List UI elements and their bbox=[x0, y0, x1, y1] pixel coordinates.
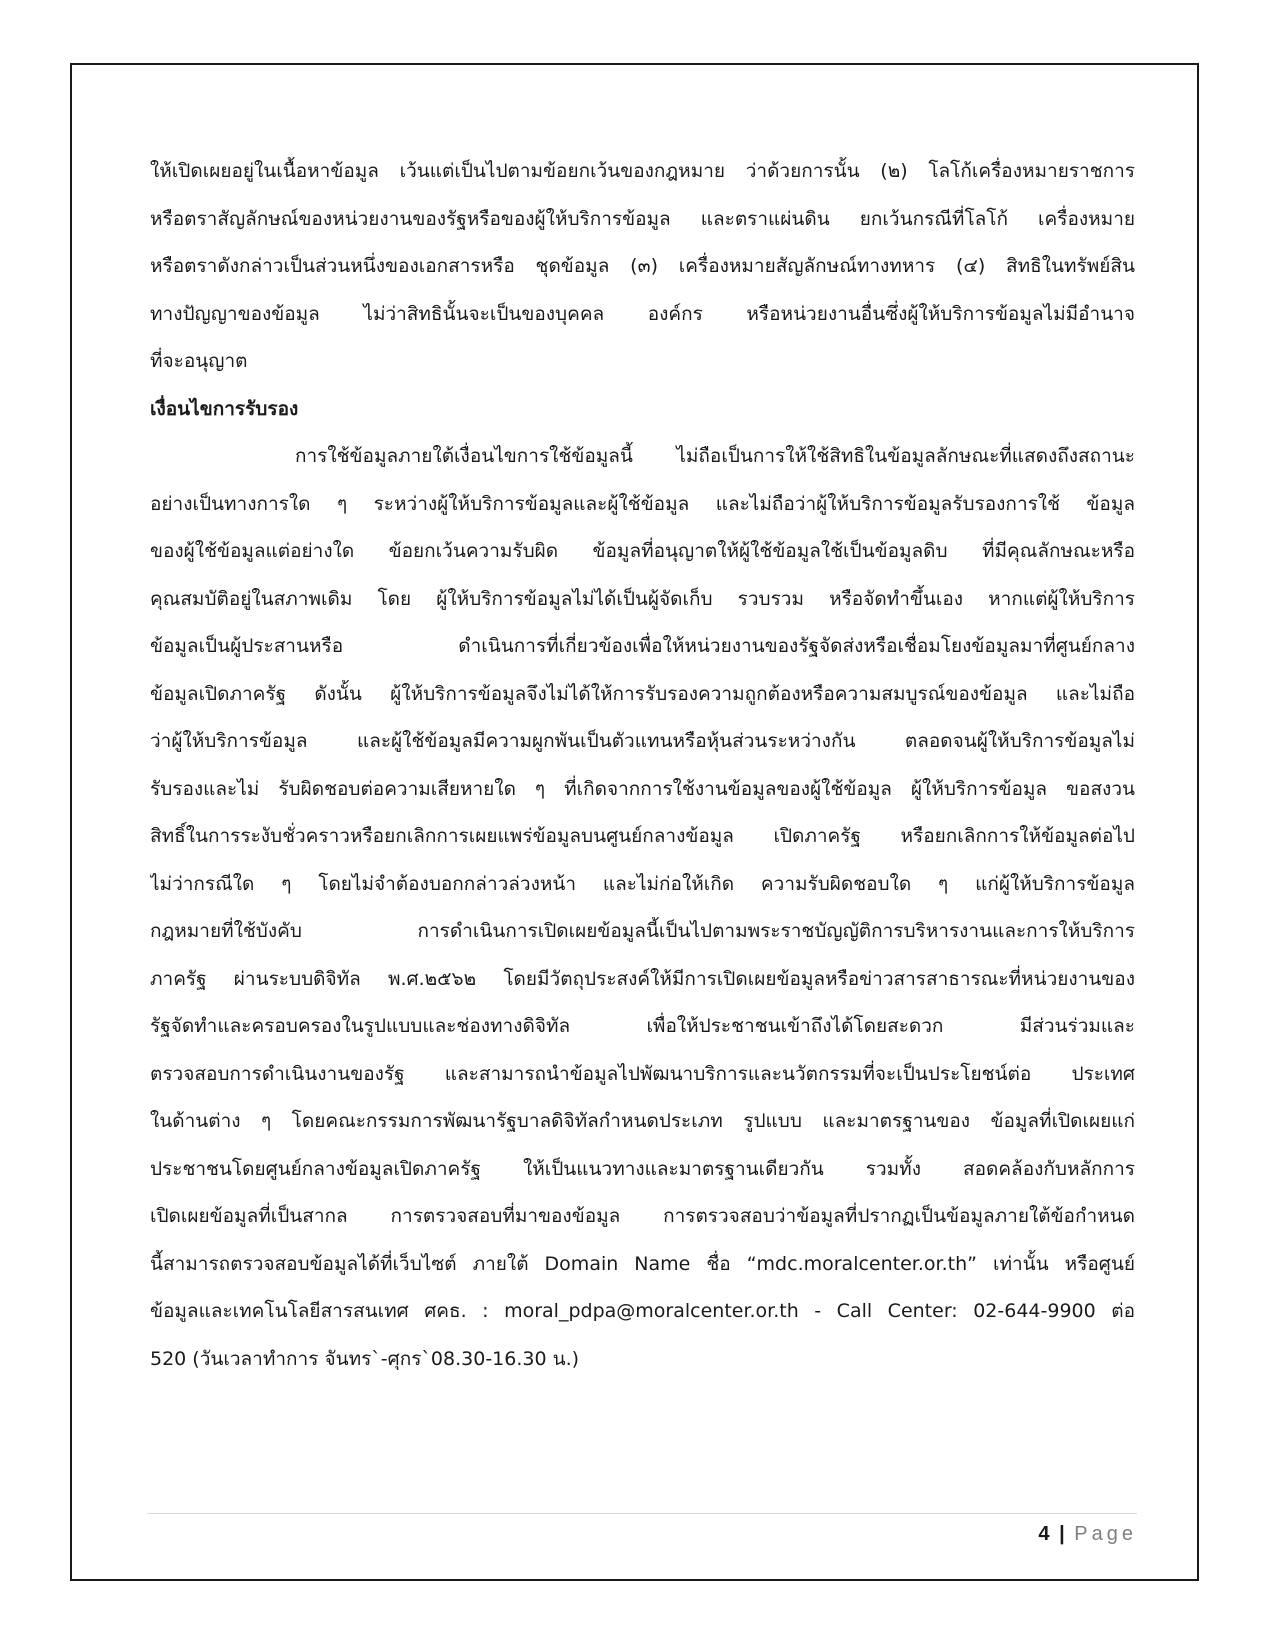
text-line: ให้เปิดเผยอยู่ในเนื้อหาข้อมูล เว้นแต่เป็นไปตามข้อยกเว้นของกฎหมาย ว่าด้วยการนั้น (๒) โลโก้เครื่องหมายราชการ bbox=[150, 160, 1135, 182]
text-line: ที่จะอนุญาต bbox=[150, 350, 248, 372]
text-line: ว่าผู้ให้บริการข้อมูล และผู้ใช้ข้อมูลมีความผูกพันเป็นตัวแทนหรือหุ้นส่วนระหว่างกัน ตลอดจนผู้ให้บริการข้อมูลไม่ bbox=[150, 730, 1135, 752]
text-line: ข้อมูลเปิดภาครัฐ ดังนั้น ผู้ให้บริการข้อมูลจึงไม่ได้ให้การรับรองความถูกต้องหรือความสมบูรณ์ของข้อมูล และไม่ถือ bbox=[150, 682, 1135, 705]
text-line: รับรองและไม่ รับผิดชอบต่อความเสียหายใด ๆ ที่เกิดจากการใช้งานข้อมูลของผู้ใช้ข้อมูล ผู้ให้บริการข้อมูล ขอสงวน bbox=[150, 777, 1135, 800]
text-line: ทางปัญญาของข้อมูล ไม่ว่าสิทธินั้นจะเป็นของบุคคล องค์กร หรือหน่วยงานอื่นซึ่งผู้ให้บริการข้อมูลไม่มีอำนาจ bbox=[150, 302, 1135, 325]
text-line: รัฐจัดทำและครอบครองในรูปแบบและช่องทางดิจิทัล เพื่อให้ประชาชนเข้าถึงได้โดยสะดวก มีส่วนร่วมและ bbox=[150, 1015, 1135, 1037]
page-number: 4 bbox=[1038, 1523, 1050, 1545]
text-line: นี้สามารถตรวจสอบข้อมูลได้ที่เว็บไซต์ ภายใต้ Domain Name ชื่อ “mdc.moralcenter.or.th” เท่านั้น หรือศูนย์ bbox=[150, 1252, 1135, 1275]
text-line: การใช้ข้อมูลภายใต้เงื่อนไขการใช้ข้อมูลนี้ ไม่ถือเป็นการให้ใช้สิทธิในข้อมูลลักษณะที่แสดงถึงสถานะ bbox=[295, 445, 1135, 467]
document-body bbox=[150, 148, 1135, 1383]
text-line: ข้อมูลเป็นผู้ประสานหรือ ดำเนินการที่เกี่ยวข้องเพื่อให้หน่วยงานของรัฐจัดส่งหรือเชื่อมโยงข้อมูลมาที่ศูนย์กลาง bbox=[150, 635, 1135, 657]
text-line: ภาครัฐ ผ่านระบบดิจิทัล พ.ศ.๒๕๖๒ โดยมีวัตถุประสงค์ให้มีการเปิดเผยข้อมูลหรือข่าวสารสาธารณะที่หน่วยงานของ bbox=[150, 967, 1135, 990]
paragraph-main bbox=[150, 433, 1135, 1383]
text-line: ข้อมูลและเทคโนโลยีสารสนเทศ ศคธ. : moral_pdpa@moralcenter.or.th - Call Center: 02-644-9900 ต่อ bbox=[150, 1300, 1135, 1322]
text-line: ตรวจสอบการดำเนินงานของรัฐ และสามารถนำข้อมูลไปพัฒนาบริการและนวัตกรรมที่จะเป็นประโยชน์ต่อ ประเทศ bbox=[150, 1062, 1135, 1085]
text-line: สิทธิ์ในการระงับชั่วคราวหรือยกเลิกการเผยแพร่ข้อมูลบนศูนย์กลางข้อมูล เปิดภาครัฐ หรือยกเลิกการให้ข้อมูลต่อไป bbox=[150, 825, 1135, 847]
text-line: ไม่ว่ากรณีใด ๆ โดยไม่จำต้องบอกกล่าวล่วงหน้า และไม่ก่อให้เกิด ความรับผิดชอบใด ๆ แก่ผู้ให้บริการข้อมูล bbox=[150, 872, 1135, 895]
page-footer bbox=[1038, 1523, 1137, 1546]
text-line: หรือตราสัญลักษณ์ของหน่วยงานของรัฐหรือของผู้ให้บริการข้อมูล และตราแผ่นดิน ยกเว้นกรณีที่โลโก้ เครื่องหมาย bbox=[150, 207, 1135, 230]
text-line: กฎหมายที่ใช้บังคับ การดำเนินการเปิดเผยข้อมูลนี้เป็นไปตามพระราชบัญญัติการบริหารงานและการให้บริการ bbox=[150, 920, 1135, 942]
page-label: Page bbox=[1074, 1523, 1137, 1545]
text-line: หรือตราดังกล่าวเป็นส่วนหนึ่งของเอกสารหรือ ชุดข้อมูล (๓) เครื่องหมายสัญลักษณ์ทางทหาร (๔) สิทธิในทรัพย์สิน bbox=[150, 255, 1135, 277]
text-line: อย่างเป็นทางการใด ๆ ระหว่างผู้ให้บริการข้อมูลและผู้ใช้ข้อมูล และไม่ถือว่าผู้ให้บริการข้อมูลรับรองการใช้ ข้อมูล bbox=[150, 492, 1135, 515]
text-line: ประชาชนโดยศูนย์กลางข้อมูลเปิดภาครัฐ ให้เป็นแนวทางและมาตรฐานเดียวกัน รวมทั้ง สอดคล้องกับหลักการ bbox=[150, 1157, 1135, 1180]
text-line: คุณสมบัติอยู่ในสภาพเดิม โดย ผู้ให้บริการข้อมูลไม่ได้เป็นผู้จัดเก็บ รวบรวม หรือจัดทำขึ้นเอง หากแต่ผู้ให้บริการ bbox=[150, 587, 1135, 610]
text-line: ของผู้ใช้ข้อมูลแต่อย่างใด ข้อยกเว้นความรับผิด ข้อมูลที่อนุญาตให้ผู้ใช้ข้อมูลใช้เป็นข้อมูลดิบ ที่มีคุณลักษณะหรือ bbox=[150, 540, 1135, 562]
footer-divider bbox=[147, 1513, 1137, 1514]
text-line: ในด้านต่าง ๆ โดยคณะกรรมการพัฒนารัฐบาลดิจิทัลกำหนดประเภท รูปแบบ และมาตรฐานของ ข้อมูลที่เปิดเผยแก่ bbox=[150, 1110, 1135, 1132]
section-heading: เงื่อนไขการรับรอง bbox=[150, 397, 299, 420]
text-line: 520 (วันเวลาทำการ จันทร`-ศุกร`08.30-16.30 น.) bbox=[150, 1347, 580, 1370]
paragraph-top bbox=[150, 148, 1135, 386]
footer-separator: | bbox=[1059, 1523, 1065, 1545]
text-line: เปิดเผยข้อมูลที่เป็นสากล การตรวจสอบที่มาของข้อมูล การตรวจสอบว่าข้อมูลที่ปรากฏเป็นข้อมูลภายใต้ข้อกำหนด bbox=[150, 1205, 1135, 1227]
